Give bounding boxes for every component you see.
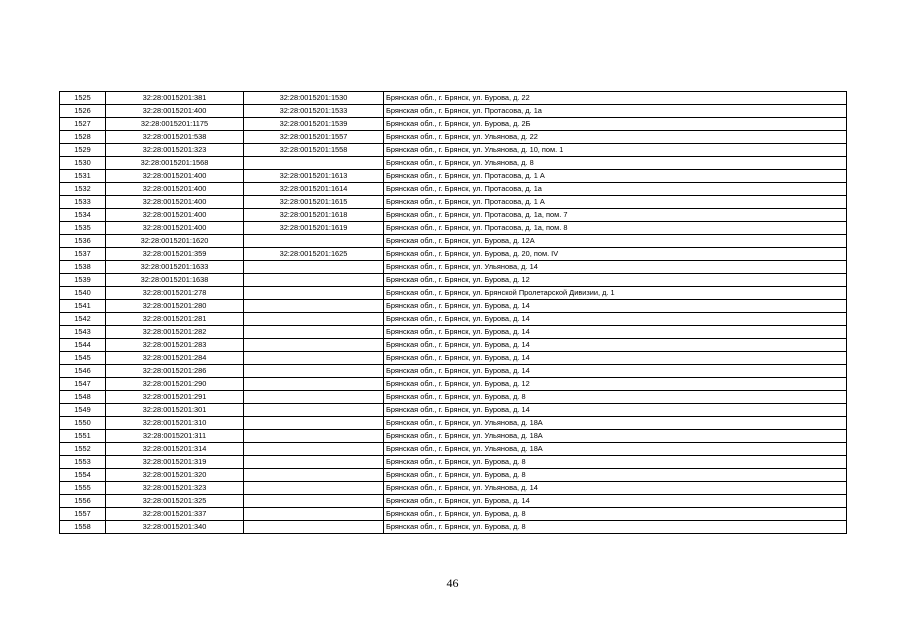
cadastral-number-cell: 32:28:0015201:400 xyxy=(106,105,244,118)
table-row xyxy=(60,274,847,287)
address-cell: Брянская обл., г. Брянск, ул. Брянской Пролетарской Дивизии, д. 1 xyxy=(384,287,847,300)
parent-cadastral-number-cell: 32:28:0015201:1557 xyxy=(244,131,384,144)
parent-cadastral-number-cell xyxy=(244,287,384,300)
row-number-cell: 1548 xyxy=(60,391,106,404)
address-cell: Брянская обл., г. Брянск, ул. Бурова, д. 14 xyxy=(384,404,847,417)
address-cell: Брянская обл., г. Брянск, ул. Бурова, д. 14 xyxy=(384,300,847,313)
row-number-cell: 1549 xyxy=(60,404,106,417)
cadastral-number-cell: 32:28:0015201:381 xyxy=(106,92,244,105)
row-number-cell: 1539 xyxy=(60,274,106,287)
table-row xyxy=(60,196,847,209)
row-number-cell: 1537 xyxy=(60,248,106,261)
cadastral-number-cell: 32:28:0015201:1638 xyxy=(106,274,244,287)
address-cell: Брянская обл., г. Брянск, ул. Бурова, д. 14 xyxy=(384,352,847,365)
parent-cadastral-number-cell xyxy=(244,157,384,170)
address-cell: Брянская обл., г. Брянск, ул. Бурова, д. 8 xyxy=(384,508,847,521)
address-cell: Брянская обл., г. Брянск, ул. Бурова, д. 8 xyxy=(384,456,847,469)
table-row xyxy=(60,443,847,456)
address-cell: Брянская обл., г. Брянск, ул. Бурова, д. 8 xyxy=(384,521,847,534)
address-cell: Брянская обл., г. Брянск, ул. Протасова, д. 1а xyxy=(384,183,847,196)
cadastral-number-cell: 32:28:0015201:538 xyxy=(106,131,244,144)
table-row xyxy=(60,261,847,274)
cadastral-number-cell: 32:28:0015201:282 xyxy=(106,326,244,339)
table-row xyxy=(60,469,847,482)
table-row xyxy=(60,222,847,235)
parent-cadastral-number-cell xyxy=(244,443,384,456)
table-body xyxy=(60,92,847,534)
cadastral-number-cell: 32:28:0015201:1175 xyxy=(106,118,244,131)
address-cell: Брянская обл., г. Брянск, ул. Ульянова, д. 14 xyxy=(384,261,847,274)
table-row xyxy=(60,391,847,404)
parent-cadastral-number-cell: 32:28:0015201:1625 xyxy=(244,248,384,261)
row-number-cell: 1531 xyxy=(60,170,106,183)
table-row xyxy=(60,118,847,131)
parent-cadastral-number-cell xyxy=(244,469,384,482)
address-cell: Брянская обл., г. Брянск, ул. Бурова, д. 12А xyxy=(384,235,847,248)
parent-cadastral-number-cell xyxy=(244,391,384,404)
cadastral-number-cell: 32:28:0015201:400 xyxy=(106,209,244,222)
cadastral-number-cell: 32:28:0015201:400 xyxy=(106,222,244,235)
parent-cadastral-number-cell: 32:28:0015201:1615 xyxy=(244,196,384,209)
table-row xyxy=(60,157,847,170)
table-row xyxy=(60,508,847,521)
address-cell: Брянская обл., г. Брянск, ул. Бурова, д. 12 xyxy=(384,274,847,287)
cadastral-number-cell: 32:28:0015201:319 xyxy=(106,456,244,469)
cadastral-number-cell: 32:28:0015201:284 xyxy=(106,352,244,365)
cadastral-number-cell: 32:28:0015201:1633 xyxy=(106,261,244,274)
row-number-cell: 1534 xyxy=(60,209,106,222)
cadastral-number-cell: 32:28:0015201:325 xyxy=(106,495,244,508)
address-cell: Брянская обл., г. Брянск, ул. Протасова, д. 1а xyxy=(384,105,847,118)
address-cell: Брянская обл., г. Брянск, ул. Бурова, д. 8 xyxy=(384,469,847,482)
cadastral-number-cell: 32:28:0015201:400 xyxy=(106,170,244,183)
table-row xyxy=(60,92,847,105)
parent-cadastral-number-cell: 32:28:0015201:1619 xyxy=(244,222,384,235)
parent-cadastral-number-cell xyxy=(244,508,384,521)
row-number-cell: 1544 xyxy=(60,339,106,352)
cadastral-number-cell: 32:28:0015201:291 xyxy=(106,391,244,404)
row-number-cell: 1526 xyxy=(60,105,106,118)
address-cell: Брянская обл., г. Брянск, ул. Бурова, д. 14 xyxy=(384,495,847,508)
cadastral-number-cell: 32:28:0015201:278 xyxy=(106,287,244,300)
cadastral-number-cell: 32:28:0015201:323 xyxy=(106,144,244,157)
table-row xyxy=(60,183,847,196)
table-row xyxy=(60,417,847,430)
row-number-cell: 1552 xyxy=(60,443,106,456)
address-cell: Брянская обл., г. Брянск, ул. Протасова, д. 1 А xyxy=(384,170,847,183)
address-cell: Брянская обл., г. Брянск, ул. Протасова, д. 1 А xyxy=(384,196,847,209)
row-number-cell: 1553 xyxy=(60,456,106,469)
cadastral-number-cell: 32:28:0015201:311 xyxy=(106,430,244,443)
cadastral-number-cell: 32:28:0015201:340 xyxy=(106,521,244,534)
cadastral-number-cell: 32:28:0015201:400 xyxy=(106,196,244,209)
address-cell: Брянская обл., г. Брянск, ул. Ульянова, д. 14 xyxy=(384,482,847,495)
cadastral-number-cell: 32:28:0015201:337 xyxy=(106,508,244,521)
cadastral-number-cell: 32:28:0015201:286 xyxy=(106,365,244,378)
row-number-cell: 1535 xyxy=(60,222,106,235)
address-cell: Брянская обл., г. Брянск, ул. Бурова, д. 8 xyxy=(384,391,847,404)
table-row xyxy=(60,404,847,417)
table-row xyxy=(60,300,847,313)
row-number-cell: 1527 xyxy=(60,118,106,131)
parent-cadastral-number-cell xyxy=(244,300,384,313)
address-cell: Брянская обл., г. Брянск, ул. Бурова, д. 2Б xyxy=(384,118,847,131)
row-number-cell: 1532 xyxy=(60,183,106,196)
row-number-cell: 1533 xyxy=(60,196,106,209)
parent-cadastral-number-cell xyxy=(244,235,384,248)
row-number-cell: 1529 xyxy=(60,144,106,157)
row-number-cell: 1555 xyxy=(60,482,106,495)
row-number-cell: 1558 xyxy=(60,521,106,534)
parent-cadastral-number-cell xyxy=(244,417,384,430)
address-cell: Брянская обл., г. Брянск, ул. Ульянова, д. 18А xyxy=(384,417,847,430)
cadastral-number-cell: 32:28:0015201:314 xyxy=(106,443,244,456)
address-cell: Брянская обл., г. Брянск, ул. Бурова, д. 12 xyxy=(384,378,847,391)
parent-cadastral-number-cell xyxy=(244,339,384,352)
row-number-cell: 1557 xyxy=(60,508,106,521)
row-number-cell: 1528 xyxy=(60,131,106,144)
parent-cadastral-number-cell: 32:28:0015201:1613 xyxy=(244,170,384,183)
address-cell: Брянская обл., г. Брянск, ул. Ульянова, д. 10, пом. 1 xyxy=(384,144,847,157)
address-cell: Брянская обл., г. Брянск, ул. Ульянова, д. 18А xyxy=(384,443,847,456)
row-number-cell: 1545 xyxy=(60,352,106,365)
address-cell: Брянская обл., г. Брянск, ул. Протасова, д. 1а, пом. 7 xyxy=(384,209,847,222)
cadastral-number-cell: 32:28:0015201:290 xyxy=(106,378,244,391)
table-row xyxy=(60,352,847,365)
page-number: 46 xyxy=(446,576,459,590)
row-number-cell: 1550 xyxy=(60,417,106,430)
table-row xyxy=(60,235,847,248)
row-number-cell: 1525 xyxy=(60,92,106,105)
table-row xyxy=(60,209,847,222)
row-number-cell: 1547 xyxy=(60,378,106,391)
address-cell: Брянская обл., г. Брянск, ул. Протасова, д. 1а, пом. 8 xyxy=(384,222,847,235)
table-row xyxy=(60,430,847,443)
address-cell: Брянская обл., г. Брянск, ул. Бурова, д. 14 xyxy=(384,326,847,339)
row-number-cell: 1546 xyxy=(60,365,106,378)
table-row xyxy=(60,248,847,261)
parent-cadastral-number-cell xyxy=(244,365,384,378)
address-cell: Брянская обл., г. Брянск, ул. Бурова, д. 20, пом. IV xyxy=(384,248,847,261)
parent-cadastral-number-cell xyxy=(244,313,384,326)
address-cell: Брянская обл., г. Брянск, ул. Ульянова, д. 22 xyxy=(384,131,847,144)
cadastral-number-cell: 32:28:0015201:1620 xyxy=(106,235,244,248)
parent-cadastral-number-cell xyxy=(244,352,384,365)
row-number-cell: 1556 xyxy=(60,495,106,508)
parent-cadastral-number-cell xyxy=(244,326,384,339)
row-number-cell: 1540 xyxy=(60,287,106,300)
row-number-cell: 1543 xyxy=(60,326,106,339)
cadastral-number-cell: 32:28:0015201:280 xyxy=(106,300,244,313)
parent-cadastral-number-cell: 32:28:0015201:1533 xyxy=(244,105,384,118)
parent-cadastral-number-cell xyxy=(244,378,384,391)
table-row xyxy=(60,378,847,391)
table-row xyxy=(60,521,847,534)
table-row xyxy=(60,144,847,157)
cadastral-number-cell: 32:28:0015201:320 xyxy=(106,469,244,482)
address-cell: Брянская обл., г. Брянск, ул. Ульянова, д. 8 xyxy=(384,157,847,170)
cadastral-number-cell: 32:28:0015201:310 xyxy=(106,417,244,430)
table-row xyxy=(60,326,847,339)
row-number-cell: 1530 xyxy=(60,157,106,170)
parent-cadastral-number-cell xyxy=(244,495,384,508)
cadastral-number-cell: 32:28:0015201:301 xyxy=(106,404,244,417)
row-number-cell: 1538 xyxy=(60,261,106,274)
table-row xyxy=(60,287,847,300)
cadastral-number-cell: 32:28:0015201:359 xyxy=(106,248,244,261)
parent-cadastral-number-cell xyxy=(244,521,384,534)
cadastral-number-cell: 32:28:0015201:283 xyxy=(106,339,244,352)
table-row xyxy=(60,131,847,144)
cadastral-number-cell: 32:28:0015201:281 xyxy=(106,313,244,326)
table-row xyxy=(60,482,847,495)
parent-cadastral-number-cell xyxy=(244,430,384,443)
table-row xyxy=(60,170,847,183)
cadastral-table xyxy=(59,91,847,534)
address-cell: Брянская обл., г. Брянск, ул. Ульянова, д. 18А xyxy=(384,430,847,443)
parent-cadastral-number-cell: 32:28:0015201:1618 xyxy=(244,209,384,222)
row-number-cell: 1551 xyxy=(60,430,106,443)
table-row xyxy=(60,365,847,378)
parent-cadastral-number-cell xyxy=(244,456,384,469)
row-number-cell: 1536 xyxy=(60,235,106,248)
table-row xyxy=(60,105,847,118)
table-row xyxy=(60,495,847,508)
address-cell: Брянская обл., г. Брянск, ул. Бурова, д. 14 xyxy=(384,339,847,352)
parent-cadastral-number-cell xyxy=(244,274,384,287)
table-row xyxy=(60,456,847,469)
address-cell: Брянская обл., г. Брянск, ул. Бурова, д. 14 xyxy=(384,365,847,378)
address-cell: Брянская обл., г. Брянск, ул. Бурова, д. 22 xyxy=(384,92,847,105)
cadastral-number-cell: 32:28:0015201:400 xyxy=(106,183,244,196)
cadastral-number-cell: 32:28:0015201:323 xyxy=(106,482,244,495)
parent-cadastral-number-cell xyxy=(244,482,384,495)
cadastral-number-cell: 32:28:0015201:1568 xyxy=(106,157,244,170)
parent-cadastral-number-cell: 32:28:0015201:1558 xyxy=(244,144,384,157)
row-number-cell: 1554 xyxy=(60,469,106,482)
parent-cadastral-number-cell xyxy=(244,404,384,417)
parent-cadastral-number-cell: 32:28:0015201:1530 xyxy=(244,92,384,105)
row-number-cell: 1542 xyxy=(60,313,106,326)
row-number-cell: 1541 xyxy=(60,300,106,313)
table-row xyxy=(60,313,847,326)
table-row xyxy=(60,339,847,352)
parent-cadastral-number-cell xyxy=(244,261,384,274)
address-cell: Брянская обл., г. Брянск, ул. Бурова, д. 14 xyxy=(384,313,847,326)
parent-cadastral-number-cell: 32:28:0015201:1614 xyxy=(244,183,384,196)
parent-cadastral-number-cell: 32:28:0015201:1539 xyxy=(244,118,384,131)
